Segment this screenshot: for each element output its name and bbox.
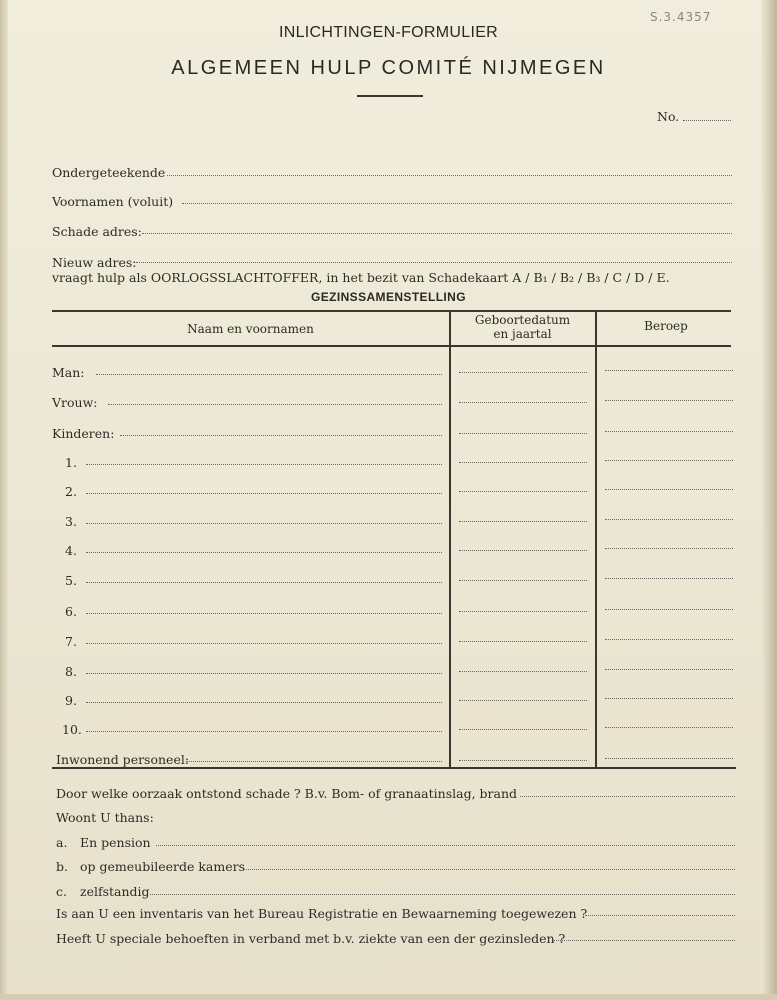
row-label-child-2: 2. [65, 484, 77, 499]
question-inventory: Is aan U een inventaris van het Bureau Registratie en Bewaarneming toegewezen ? [56, 906, 588, 921]
table-top-rule [52, 310, 731, 312]
new-address-field[interactable] [136, 262, 732, 263]
paper-edge-right [761, 0, 777, 1000]
paper-edge-bottom [0, 994, 777, 1000]
row-label-staff: Inwonend personeel: [56, 752, 190, 767]
birth-field-staff[interactable] [459, 760, 587, 761]
birth-field-child-2[interactable] [459, 491, 587, 492]
form-title: INLICHTINGEN-FORMULIER [278, 24, 499, 41]
occupation-field-child-4[interactable] [605, 548, 733, 549]
occupation-field-child-3[interactable] [605, 519, 733, 520]
name-field-child-1[interactable] [86, 464, 442, 465]
occupation-field-child-2[interactable] [605, 489, 733, 490]
row-label-child-6: 6. [65, 604, 77, 619]
occupation-field-child-5[interactable] [605, 578, 733, 579]
occupation-field-children[interactable] [605, 431, 733, 432]
birth-field-children[interactable] [459, 433, 587, 434]
occupation-field-child-1[interactable] [605, 460, 733, 461]
row-label-child-1: 1. [65, 455, 77, 470]
birth-field-child-10[interactable] [459, 729, 587, 730]
birth-field-child-6[interactable] [459, 611, 587, 612]
name-field-staff[interactable] [186, 761, 442, 762]
first-names-field[interactable] [182, 203, 732, 204]
name-field-children[interactable] [120, 435, 442, 436]
occupation-field-child-7[interactable] [605, 639, 733, 640]
option-a-letter: a. [56, 835, 68, 850]
birth-field-child-3[interactable] [459, 521, 587, 522]
occupation-field-child-9[interactable] [605, 698, 733, 699]
new-address-label: Nieuw adres: [52, 255, 137, 270]
row-label-child-4: 4. [65, 543, 77, 558]
row-label-woman: Vrouw: [52, 395, 98, 410]
undersigned-label: Ondergeteekende [52, 165, 166, 180]
birth-field-child-9[interactable] [459, 700, 587, 701]
answer-inventory[interactable] [585, 915, 735, 916]
birth-field-man[interactable] [459, 372, 587, 373]
damage-address-label: Schade adres: [52, 224, 142, 239]
number-label: No. [657, 109, 680, 124]
name-field-man[interactable] [96, 374, 442, 375]
option-a-label: En pension [80, 835, 151, 850]
table-col-divider-2 [595, 310, 597, 768]
organisation-title: ALGEMEEN HULP COMITÉ NIJMEGEN [171, 57, 606, 79]
option-c-label: zelfstandig [80, 884, 150, 899]
question-cause: Door welke oorzaak ontstond schade ? B.v. Bom- of granaatinslag, brand [56, 786, 518, 801]
name-field-child-7[interactable] [86, 643, 442, 644]
occupation-field-child-8[interactable] [605, 669, 733, 670]
answer-cause[interactable] [520, 796, 735, 797]
row-label-child-3: 3. [65, 514, 77, 529]
row-label-child-7: 7. [65, 634, 77, 649]
col-header-birth-line2: en jaartal [493, 327, 552, 341]
table-bottom-rule [52, 767, 736, 769]
row-label-child-10: 10. [62, 722, 82, 737]
name-field-child-6[interactable] [86, 613, 442, 614]
request-text: vraagt hulp als OORLOGSSLACHTOFFER, in het bezit van Schadekaart A / B₁ / B₂ / B₃ / C / D / E. [52, 270, 670, 285]
birth-field-child-1[interactable] [459, 462, 587, 463]
occupation-field-child-6[interactable] [605, 609, 733, 610]
name-field-child-2[interactable] [86, 493, 442, 494]
undersigned-field[interactable] [167, 175, 732, 176]
col-header-occupation: Beroep [644, 319, 688, 333]
name-field-child-5[interactable] [86, 582, 442, 583]
option-b-label: op gemeubileerde kamers [80, 859, 246, 874]
option-c-letter: c. [56, 884, 67, 899]
table-header-rule [52, 345, 731, 347]
question-needs: Heeft U speciale behoeften in verband met b.v. ziekte van een der gezinsleden ? [56, 931, 566, 946]
birth-field-child-8[interactable] [459, 671, 587, 672]
name-field-child-9[interactable] [86, 702, 442, 703]
name-field-woman[interactable] [108, 404, 442, 405]
name-field-child-8[interactable] [86, 673, 442, 674]
question-living: Woont U thans: [56, 810, 154, 825]
birth-field-child-7[interactable] [459, 641, 587, 642]
occupation-field-woman[interactable] [605, 400, 733, 401]
option-b-letter: b. [56, 859, 68, 874]
birth-field-child-4[interactable] [459, 550, 587, 551]
birth-field-child-5[interactable] [459, 580, 587, 581]
answer-option-b[interactable] [244, 869, 735, 870]
name-field-child-10[interactable] [86, 731, 442, 732]
occupation-field-staff[interactable] [605, 758, 733, 759]
row-label-children: Kinderen: [52, 426, 115, 441]
col-header-birth-line1: Geboortedatum [474, 313, 571, 327]
answer-option-c[interactable] [150, 894, 735, 895]
answer-needs[interactable] [553, 940, 735, 941]
col-header-name: Naam en voornamen [187, 322, 314, 336]
table-col-divider-1 [449, 310, 451, 768]
number-field[interactable] [683, 120, 731, 121]
row-label-child-8: 8. [65, 664, 77, 679]
row-label-child-5: 5. [65, 573, 77, 588]
answer-option-a[interactable] [156, 845, 735, 846]
occupation-field-man[interactable] [605, 370, 733, 371]
first-names-label: Voornamen (voluit) [52, 194, 174, 209]
name-field-child-4[interactable] [86, 552, 442, 553]
family-section-title: GEZINSSAMENSTELLING [311, 290, 466, 304]
row-label-man: Man: [52, 365, 85, 380]
occupation-field-child-10[interactable] [605, 727, 733, 728]
birth-field-woman[interactable] [459, 402, 587, 403]
row-label-child-9: 9. [65, 693, 77, 708]
archive-reference: S.3.4357 [650, 10, 712, 24]
paper-edge-left [0, 0, 8, 1000]
damage-address-field[interactable] [142, 233, 732, 234]
name-field-child-3[interactable] [86, 523, 442, 524]
title-underline [357, 95, 423, 97]
